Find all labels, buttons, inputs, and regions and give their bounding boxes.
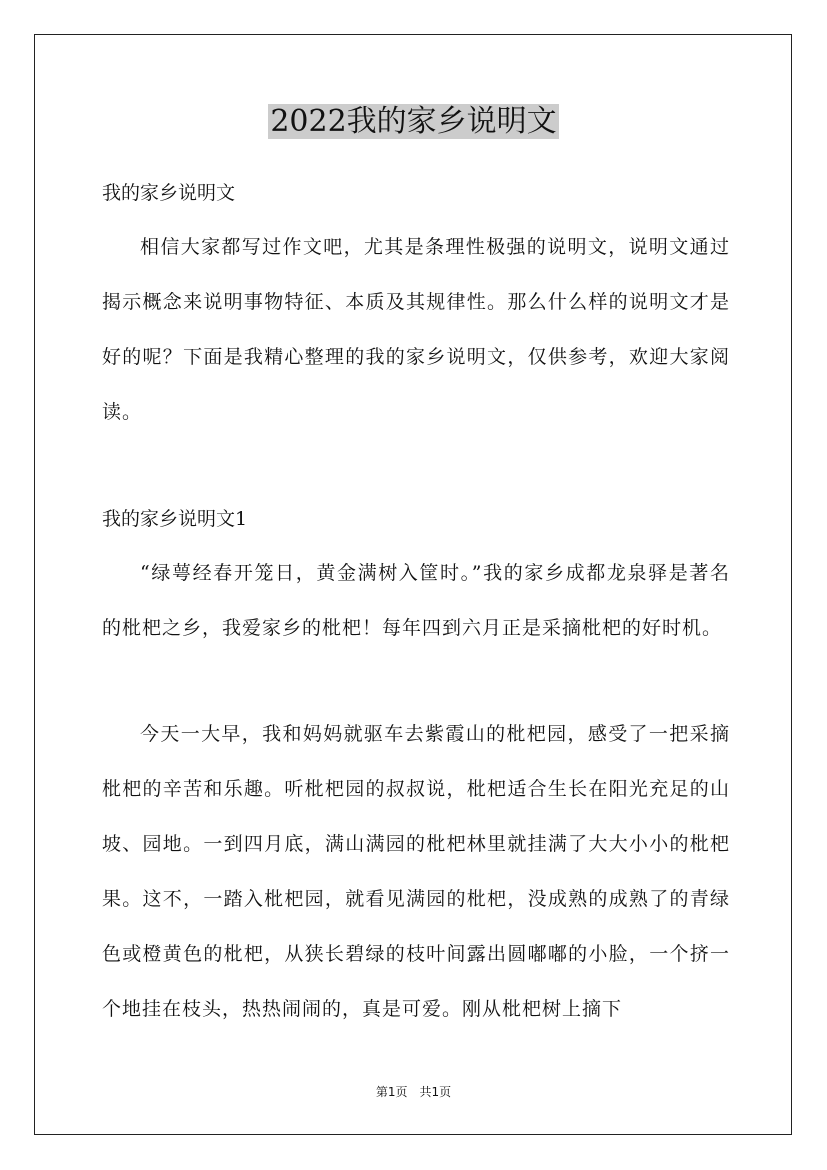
document-title-text: 2022我的家乡说明文 [270, 104, 557, 139]
page-footer: 第1页 共1页 [375, 1085, 452, 1099]
document-title [0, 100, 827, 144]
section-paragraph-1: “绿萼经春开笼日，黄金满树入筐时。”我的家乡成都龙泉驿是著名的枇杷之乡，我爱家乡的枇杷！每年四到六月正是采摘枇杷的好时机。 [102, 562, 730, 639]
intro-paragraph: 相信大家都写过作文吧，尤其是条理性极强的说明文，说明文通过揭示概念来说明事物特征、本质及其规律性。那么什么样的说明文才是好的呢？下面是我精心整理的我的家乡说明文，仅供参考，欢迎大家阅读。 [102, 236, 730, 423]
section-heading: 我的家乡说明文1 [102, 508, 248, 530]
section-paragraph-2: 今天一大早，我和妈妈就驱车去紫霞山的枇杷园，感受了一把采摘枇杷的辛苦和乐趣。听枇杷园的叔叔说，枇杷适合生长在阳光充足的山坡、园地。一到四月底，满山满园的枇杷林里就挂满了大大小小的枇杷果。这不，一踏入枇杷园，就看见满园的枇杷，没成熟的成熟了的青绿色或橙黄色的枇杷，从狭长碧绿的枝叶间露出圆嘟嘟的小脸，一个挤一个地挂在枝头，热热闹闹的，真是可爱。刚从枇杷树上摘下 [102, 723, 730, 1020]
subtitle: 我的家乡说明文 [102, 182, 236, 204]
